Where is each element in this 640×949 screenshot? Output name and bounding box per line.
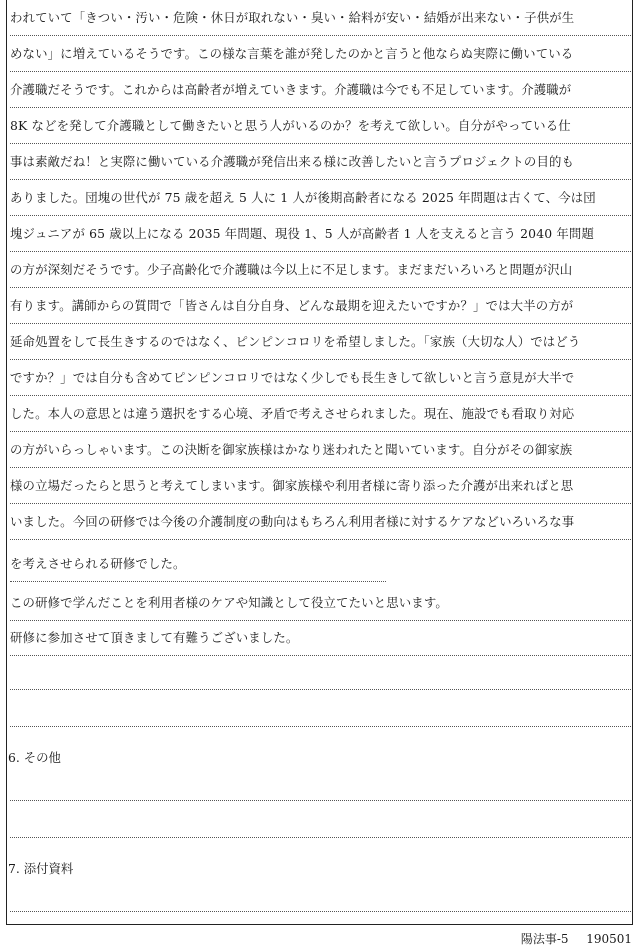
body-line: ですか？」では自分も含めてピンピンコロリではなく少しでも長生きして欲しいと言う意見が大半で	[10, 360, 631, 396]
body-line: 延命処置をして長生きするのではなく、ピンピンコロリを希望しました。「家族（大切な人）ではどう	[10, 324, 631, 360]
blank-rule	[10, 911, 631, 912]
body-line: した。本人の意思とは違う選択をする心境、矛盾で考えさせられました。現在、施設でも看取り対応	[10, 396, 631, 432]
closing-line: 研修に参加させて頂きまして有難うございました。	[10, 620, 631, 656]
body-line: いました。今回の研修では今後の介護制度の動向はもちろん利用者様に対するケアなどいろいろな事	[10, 504, 631, 540]
blank-rule	[10, 726, 631, 727]
section-6-heading: 6. その他	[8, 750, 61, 765]
blank-rule	[10, 837, 631, 838]
body-line: 様の立場だったらと思うと考えてしまいます。御家族様や利用者様に寄り添った介護が出来ればと思	[10, 468, 631, 504]
body-line: 事は素敵だね！と実際に働いている介護職が発信出来る様に改善したいと言うプロジェクトの目的も	[10, 144, 631, 180]
blank-rule	[10, 800, 631, 801]
date-code: 190501	[586, 932, 632, 946]
form-code: 陽法事-5	[520, 932, 569, 946]
closing-line: この研修で学んだことを利用者様のケアや知識として役立てたいと思います。	[10, 585, 631, 621]
section-7-heading: 7. 添付資料	[8, 861, 74, 876]
body-line: 8K などを発して介護職として働きたいと思う人がいるのか？を考えて欲しい。自分がやっている仕	[10, 108, 631, 144]
body-line: めない」に増えているそうです。この様な言葉を誰が発したのかと言うと他ならぬ実際に働いている	[10, 36, 631, 72]
body-line: 有ります。講師からの質問で「皆さんは自分自身、どんな最期を迎えたいですか？」では大半の方が	[10, 288, 631, 324]
body-line: われていて「きつい・汚い・危険・休日が取れない・臭い・給料が安い・結婚が出来ない・子供が生	[10, 0, 631, 36]
body-line: ありました。団塊の世代が 75 歳を超え 5 人に 1 人が後期高齢者になる 2025 年問題は古くて、今は団	[10, 180, 631, 216]
body-line: 塊ジュニアが 65 歳以上になる 2035 年問題、現役 1、5 人が高齢者 1 人を支えると言う 2040 年問題	[10, 216, 631, 252]
body-line: 介護職だそうです。これからは高齢者が増えていきます。介護職は今でも不足しています。介護職が	[10, 72, 631, 108]
body-line: の方がいらっしゃいます。この決断を御家族様はかなり迷われたと聞いています。自分がその御家族	[10, 432, 631, 468]
body-line-last: を考えさせられる研修でした。	[10, 546, 386, 582]
page-footer	[521, 929, 632, 949]
blank-rule	[10, 689, 631, 690]
body-line: の方が深刻だそうです。少子高齢化で介護職は今以上に不足します。まだまだいろいろと問題が沢山	[10, 252, 631, 288]
